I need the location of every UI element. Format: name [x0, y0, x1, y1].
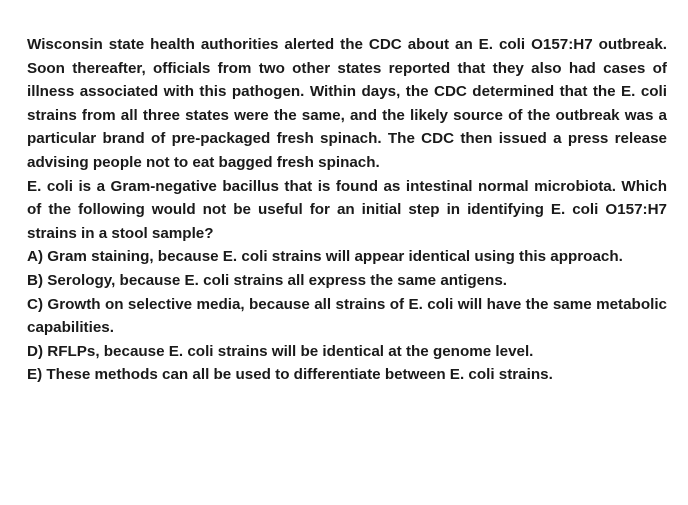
- question-document: [27, 33, 667, 387]
- option-b: B) Serology, because E. coli strains all express the same antigens.: [27, 271, 507, 289]
- option-a: A) Gram staining, because E. coli strains will appear identical using this approach.: [27, 248, 623, 266]
- option-d: D) RFLPs, because E. coli strains will be identical at the genome level.: [27, 342, 534, 360]
- scenario-paragraph: Wisconsin state health authorities alerted the CDC about an E. coli O157:H7 outbreak. Soon thereafter, officials from two other states reported that they also had cases of illness associated with this pathogen. Within days, the CDC determined that the E. coli strains from all three states were the same, and the likely source of the outbreak was a particular brand of pre-packaged fresh spinach. The CDC then issued a press release advising people not to eat bagged fresh spinach.: [27, 36, 667, 171]
- option-e: E) These methods can all be used to differentiate between E. coli strains.: [27, 366, 553, 384]
- question-stem: E. coli is a Gram-negative bacillus that is found as intestinal normal microbiota. Which of the following would not be useful for an initial step in identifying E. coli O157:H7 strains in a stool sample?: [27, 177, 667, 242]
- option-c: C) Growth on selective media, because all strains of E. coli will have the same metabolic capabilities.: [27, 295, 667, 337]
